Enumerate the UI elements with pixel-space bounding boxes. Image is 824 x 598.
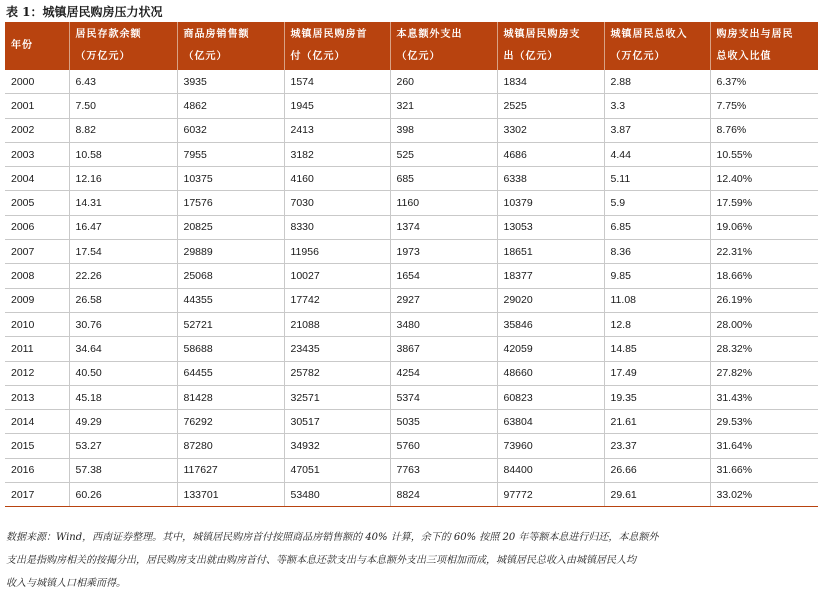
table-cell: 35846 [497,312,604,336]
year-cell: 2000 [5,70,69,94]
table-cell: 97772 [497,483,604,507]
table-cell: 25782 [284,361,390,385]
table-cell: 6.85 [604,215,710,239]
table-row [5,215,818,239]
table-cell: 10375 [177,167,284,191]
table-cell: 7.50 [69,94,177,118]
table-cell: 1945 [284,94,390,118]
column-header-line: 购房支出与居民 [716,29,794,40]
table-cell: 3867 [390,337,497,361]
table-cell: 1834 [497,70,604,94]
year-cell: 2008 [5,264,69,288]
column-header [284,22,390,70]
table-cell: 1973 [390,240,497,264]
table-cell: 81428 [177,385,284,409]
table-cell: 3.3 [604,94,710,118]
table-row [5,94,818,118]
table-cell: 7030 [284,191,390,215]
column-header-line: （亿元） [396,51,441,62]
table-row [5,142,818,166]
column-header [497,22,604,70]
table-cell: 22.26 [69,264,177,288]
table-cell: 47051 [284,458,390,482]
table-cell: 76292 [177,410,284,434]
table-cell: 1160 [390,191,497,215]
year-cell: 2011 [5,337,69,361]
year-cell: 2005 [5,191,69,215]
table-cell: 53.27 [69,434,177,458]
table-cell: 63804 [497,410,604,434]
table-cell: 33.02% [710,483,818,507]
table-cell: 8.36 [604,240,710,264]
table-cell: 6338 [497,167,604,191]
table-cell: 685 [390,167,497,191]
table-cell: 7763 [390,458,497,482]
table-cell: 21088 [284,312,390,336]
column-header [604,22,710,70]
table-body [5,70,818,507]
table-row [5,361,818,385]
source-note-line: 数据来源：Wind，西南证券整理。其中，城镇居民购房首付按照商品房销售额的 40% 计算，余下的 60% 按照 20 年等额本息进行归还，本息额外 [6,532,659,543]
table-cell: 28.32% [710,337,818,361]
year-cell: 2003 [5,142,69,166]
table-row [5,312,818,336]
year-cell: 2014 [5,410,69,434]
table-row [5,118,818,142]
table-row [5,191,818,215]
table-row [5,70,818,94]
table-cell: 17742 [284,288,390,312]
table-cell: 6.43 [69,70,177,94]
table-cell: 60823 [497,385,604,409]
table-cell: 31.66% [710,458,818,482]
table-cell: 19.06% [710,215,818,239]
table-cell: 2.88 [604,70,710,94]
table-cell: 29020 [497,288,604,312]
year-cell: 2001 [5,94,69,118]
table-cell: 53480 [284,483,390,507]
column-header-line: （亿元） [183,51,228,62]
column-header-line: （万亿元） [610,51,666,62]
year-cell: 2017 [5,483,69,507]
table-cell: 5760 [390,434,497,458]
table-cell: 23435 [284,337,390,361]
table-cell: 49.29 [69,410,177,434]
table-cell: 45.18 [69,385,177,409]
column-header [390,22,497,70]
column-header [69,22,177,70]
table-cell: 3182 [284,142,390,166]
table-cell: 12.8 [604,312,710,336]
column-header [710,22,818,70]
source-note-line: 收入与城镇人口相乘而得。 [6,578,126,589]
table-cell: 87280 [177,434,284,458]
table-cell: 17.54 [69,240,177,264]
table-cell: 44355 [177,288,284,312]
year-cell: 2015 [5,434,69,458]
table-cell: 1374 [390,215,497,239]
table-cell: 321 [390,94,497,118]
table-cell: 30517 [284,410,390,434]
table-cell: 16.47 [69,215,177,239]
table-cell: 260 [390,70,497,94]
table-row [5,385,818,409]
table-cell: 1654 [390,264,497,288]
year-cell: 2013 [5,385,69,409]
source-note-line: 支出是指购房相关的按揭分出，居民购房支出就由购房首付、等额本息还款支出与本息额外支出三项相加而成，城镇居民总收入由城镇居民人均 [6,555,636,566]
table-cell: 11.08 [604,288,710,312]
table-cell: 10.55% [710,142,818,166]
table-cell: 525 [390,142,497,166]
column-header-line: 城镇居民购房首 [290,29,368,40]
table-cell: 2927 [390,288,497,312]
table-cell: 7.75% [710,94,818,118]
table-cell: 60.26 [69,483,177,507]
table-cell: 8.82 [69,118,177,142]
table-cell: 1574 [284,70,390,94]
table-cell: 3.87 [604,118,710,142]
table-cell: 5.9 [604,191,710,215]
table-cell: 42059 [497,337,604,361]
column-header-line: 城镇居民总收入 [610,29,688,40]
table-cell: 29.61 [604,483,710,507]
table-cell: 31.43% [710,385,818,409]
table-cell: 4862 [177,94,284,118]
table-row [5,167,818,191]
table-cell: 6032 [177,118,284,142]
table-cell: 4686 [497,142,604,166]
table-title: 表 1：城镇居民购房压力状况 [6,5,163,19]
year-cell: 2016 [5,458,69,482]
table-cell: 10027 [284,264,390,288]
table-cell: 21.61 [604,410,710,434]
table-cell: 17.49 [604,361,710,385]
column-header-line: 出（亿元） [503,51,559,62]
column-header [5,22,69,70]
table-row [5,337,818,361]
table-row [5,264,818,288]
table-cell: 2413 [284,118,390,142]
table-cell: 18377 [497,264,604,288]
table-row [5,483,818,507]
table-cell: 5035 [390,410,497,434]
table-cell: 25068 [177,264,284,288]
column-header-line: 商品房销售额 [183,29,250,40]
table-cell: 4254 [390,361,497,385]
table-cell: 64455 [177,361,284,385]
table-cell: 13053 [497,215,604,239]
housing-pressure-table [5,22,818,507]
table-cell: 8.76% [710,118,818,142]
table-cell: 40.50 [69,361,177,385]
column-header [177,22,284,70]
table-cell: 14.31 [69,191,177,215]
table-cell: 20825 [177,215,284,239]
table-cell: 10.58 [69,142,177,166]
column-header-line: 本息额外支出 [396,29,463,40]
table-header [5,22,818,70]
table-cell: 73960 [497,434,604,458]
column-header-line: 年份 [11,40,33,51]
column-header-line: 城镇居民购房支 [503,29,581,40]
table-cell: 28.00% [710,312,818,336]
table-row [5,240,818,264]
table-cell: 26.58 [69,288,177,312]
column-header-line: 居民存款余额 [75,29,142,40]
table-cell: 19.35 [604,385,710,409]
table-cell: 17576 [177,191,284,215]
source-note [6,526,816,595]
table-cell: 3935 [177,70,284,94]
table-cell: 17.59% [710,191,818,215]
table-cell: 22.31% [710,240,818,264]
table-cell: 7955 [177,142,284,166]
year-cell: 2006 [5,215,69,239]
table-cell: 34932 [284,434,390,458]
table-row [5,288,818,312]
table-cell: 6.37% [710,70,818,94]
column-header-line: 付（亿元） [290,51,346,62]
year-cell: 2007 [5,240,69,264]
table-cell: 32571 [284,385,390,409]
table-row [5,458,818,482]
column-header-line: （万亿元） [75,51,131,62]
table-cell: 3480 [390,312,497,336]
column-header-line: 总收入比值 [716,51,772,62]
data-table-container [5,22,818,507]
table-cell: 8824 [390,483,497,507]
table-cell: 4160 [284,167,390,191]
table-cell: 117627 [177,458,284,482]
table-cell: 5.11 [604,167,710,191]
table-cell: 30.76 [69,312,177,336]
year-cell: 2002 [5,118,69,142]
header-row [5,22,818,70]
table-cell: 3302 [497,118,604,142]
table-cell: 10379 [497,191,604,215]
table-cell: 4.44 [604,142,710,166]
table-cell: 12.40% [710,167,818,191]
table-cell: 52721 [177,312,284,336]
table-cell: 48660 [497,361,604,385]
year-cell: 2004 [5,167,69,191]
table-row [5,434,818,458]
table-cell: 18651 [497,240,604,264]
table-row [5,410,818,434]
table-cell: 398 [390,118,497,142]
table-cell: 8330 [284,215,390,239]
table-cell: 18.66% [710,264,818,288]
table-cell: 11956 [284,240,390,264]
year-cell: 2010 [5,312,69,336]
table-cell: 57.38 [69,458,177,482]
table-cell: 14.85 [604,337,710,361]
table-cell: 23.37 [604,434,710,458]
table-cell: 9.85 [604,264,710,288]
table-cell: 2525 [497,94,604,118]
table-cell: 5374 [390,385,497,409]
table-cell: 12.16 [69,167,177,191]
year-cell: 2009 [5,288,69,312]
table-cell: 27.82% [710,361,818,385]
table-cell: 29889 [177,240,284,264]
table-cell: 31.64% [710,434,818,458]
table-cell: 58688 [177,337,284,361]
table-cell: 34.64 [69,337,177,361]
year-cell: 2012 [5,361,69,385]
table-cell: 26.19% [710,288,818,312]
table-cell: 26.66 [604,458,710,482]
table-cell: 133701 [177,483,284,507]
table-cell: 84400 [497,458,604,482]
table-cell: 29.53% [710,410,818,434]
